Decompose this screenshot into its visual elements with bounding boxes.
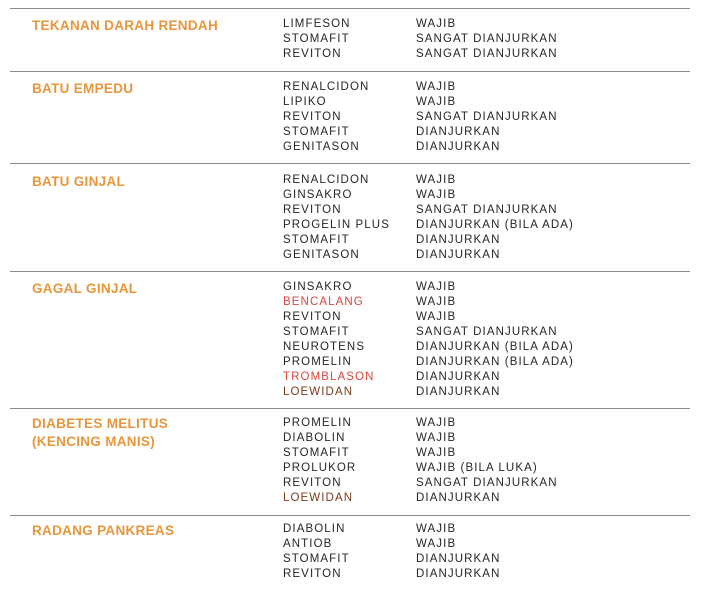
condition-title-line: TEKANAN DARAH RENDAH [32, 18, 218, 33]
product-name: ANTIOB [283, 538, 333, 550]
product-name: REVITON [283, 204, 342, 216]
product-row [283, 446, 703, 461]
recommendation-level: WAJIB [416, 417, 457, 429]
product-name: STOMAFIT [283, 126, 350, 138]
product-row [283, 80, 703, 95]
product-name: GENITASON [283, 141, 360, 153]
recommendation-level: DIANJURKAN [416, 386, 501, 398]
product-row [283, 110, 703, 125]
product-name: RENALCIDON [283, 174, 370, 186]
recommendation-level: SANGAT DIANJURKAN [416, 326, 558, 338]
condition-title [32, 415, 272, 451]
product-name: NEUROTENS [283, 341, 366, 353]
product-row [283, 32, 703, 47]
product-row [283, 567, 703, 582]
recommendation-level: WAJIB [416, 432, 457, 444]
product-name: STOMAFIT [283, 326, 350, 338]
recommendation-level: DIANJURKAN [416, 249, 501, 261]
condition-title-line: BATU EMPEDU [32, 81, 134, 96]
product-row [283, 325, 703, 340]
product-name: GINSAKRO [283, 281, 353, 293]
condition-title-line: RADANG PANKREAS [32, 523, 175, 538]
product-name: DIABOLIN [283, 432, 346, 444]
condition-title-line: GAGAL GINJAL [32, 281, 138, 296]
product-list [283, 416, 703, 506]
product-row [283, 385, 703, 400]
recommendation-level: SANGAT DIANJURKAN [416, 48, 558, 60]
recommendation-level: DIANJURKAN [416, 492, 501, 504]
product-row [283, 295, 703, 310]
product-row [283, 95, 703, 110]
section-divider [10, 271, 690, 272]
recommendation-level: DIANJURKAN (BILA ADA) [416, 341, 574, 353]
recommendation-level: WAJIB [416, 174, 457, 186]
product-name: GENITASON [283, 249, 360, 261]
condition-title-line: (KENCING MANIS) [32, 434, 155, 449]
recommendation-level: WAJIB (BILA LUKA) [416, 462, 538, 474]
recommendation-level: DIANJURKAN (BILA ADA) [416, 356, 574, 368]
product-row [283, 355, 703, 370]
product-row [283, 370, 703, 385]
product-name: LIPIKO [283, 96, 327, 108]
product-name: PROMELIN [283, 356, 352, 368]
product-name: PROGELIN PLUS [283, 219, 390, 231]
recommendation-level: WAJIB [416, 523, 457, 535]
product-row [283, 552, 703, 567]
condition-title [32, 17, 272, 35]
product-name: BENCALANG [283, 296, 364, 308]
product-row [283, 416, 703, 431]
product-row [283, 310, 703, 325]
recommendation-level: WAJIB [416, 81, 457, 93]
product-row [283, 188, 703, 203]
product-row [283, 173, 703, 188]
product-name: REVITON [283, 477, 342, 489]
section-divider [10, 515, 690, 516]
product-name: STOMAFIT [283, 447, 350, 459]
product-row [283, 476, 703, 491]
product-name: STOMAFIT [283, 33, 350, 45]
product-row [283, 522, 703, 537]
recommendation-level: DIANJURKAN [416, 234, 501, 246]
product-name: REVITON [283, 111, 342, 123]
condition-title-line: DIABETES MELITUS [32, 416, 169, 431]
section-divider [10, 71, 690, 72]
recommendation-level: SANGAT DIANJURKAN [416, 204, 558, 216]
product-list [283, 522, 703, 582]
product-list [283, 280, 703, 400]
recommendation-level: WAJIB [416, 189, 457, 201]
recommendation-level: WAJIB [416, 296, 457, 308]
product-name: TROMBLASON [283, 371, 375, 383]
recommendation-level: DIANJURKAN [416, 371, 501, 383]
condition-title [32, 80, 272, 98]
condition-title-line: BATU GINJAL [32, 174, 126, 189]
product-row [283, 537, 703, 552]
product-row [283, 203, 703, 218]
product-name: LOEWIDAN [283, 492, 354, 504]
product-row [283, 491, 703, 506]
product-row [283, 47, 703, 62]
recommendation-level: WAJIB [416, 18, 457, 30]
product-name: REVITON [283, 48, 342, 60]
product-name: REVITON [283, 568, 342, 580]
product-list [283, 173, 703, 263]
product-list [283, 17, 703, 62]
recommendation-level: SANGAT DIANJURKAN [416, 33, 558, 45]
product-name: PROLUKOR [283, 462, 357, 474]
recommendation-level: WAJIB [416, 538, 457, 550]
recommendation-level: WAJIB [416, 281, 457, 293]
product-name: STOMAFIT [283, 553, 350, 565]
product-row [283, 431, 703, 446]
product-name: RENALCIDON [283, 81, 370, 93]
recommendation-level: DIANJURKAN (BILA ADA) [416, 219, 574, 231]
product-row [283, 125, 703, 140]
recommendation-level: WAJIB [416, 447, 457, 459]
product-row [283, 280, 703, 295]
product-row [283, 233, 703, 248]
product-name: LOEWIDAN [283, 386, 354, 398]
product-name: DIABOLIN [283, 523, 346, 535]
recommendation-level: DIANJURKAN [416, 126, 501, 138]
product-row [283, 218, 703, 233]
product-row [283, 461, 703, 476]
recommendation-level: DIANJURKAN [416, 568, 501, 580]
product-name: STOMAFIT [283, 234, 350, 246]
product-row [283, 248, 703, 263]
product-list [283, 80, 703, 155]
recommendation-level: DIANJURKAN [416, 553, 501, 565]
section-divider [10, 408, 690, 409]
product-name: PROMELIN [283, 417, 352, 429]
recommendation-level: SANGAT DIANJURKAN [416, 477, 558, 489]
recommendation-level: SANGAT DIANJURKAN [416, 111, 558, 123]
recommendation-level: WAJIB [416, 96, 457, 108]
section-divider [10, 163, 690, 164]
recommendation-level: WAJIB [416, 311, 457, 323]
product-row [283, 17, 703, 32]
product-name: LIMFESON [283, 18, 351, 30]
product-row [283, 140, 703, 155]
section-divider [10, 8, 690, 9]
product-name: REVITON [283, 311, 342, 323]
product-row [283, 340, 703, 355]
recommendation-level: DIANJURKAN [416, 141, 501, 153]
condition-title [32, 522, 272, 540]
condition-title [32, 280, 272, 298]
product-name: GINSAKRO [283, 189, 353, 201]
condition-title [32, 173, 272, 191]
